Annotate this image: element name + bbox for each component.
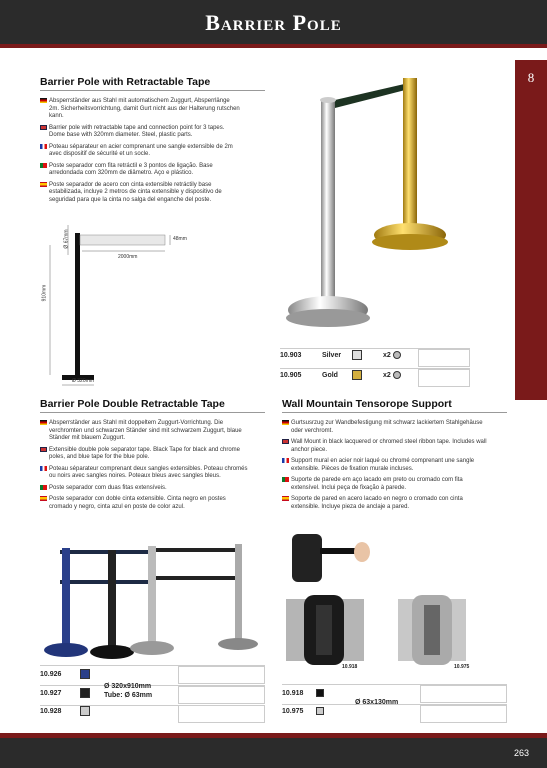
flag-pt-icon <box>40 485 47 490</box>
flag-pt-icon <box>40 163 47 168</box>
section2-description <box>40 420 250 515</box>
dim-tape-h: Ø 67mm <box>63 229 70 249</box>
img-label-chrome: 10.975 <box>454 664 470 670</box>
flag-de-icon <box>40 420 47 425</box>
dim-tape: 48mm <box>173 236 187 242</box>
section-number: 8 <box>527 70 535 85</box>
section2-spec-tube: Tube: Ø 63mm <box>104 692 153 699</box>
section2-spec-size: Ø 320x910mm <box>104 683 152 690</box>
flag-es-icon <box>40 182 47 187</box>
table-row: 10.975 <box>282 706 382 718</box>
flag-uk-icon <box>40 447 47 452</box>
section3-title: Wall Mountain Tensorope Support <box>282 398 452 410</box>
desc-de: Absperrständer aus Stahl mit doppeltem Zuggurt-Vorrichtung. Die verchromten und schwarzen Ständer sind mit schwarzem Zuggurt, blaue Ständer mit blauem Zuggurt. <box>40 420 250 443</box>
tape-icon <box>393 351 401 359</box>
desc-uk: Barrier pole with retractable tape and connection point for 3 tapes. Dome base with 320mm diameter. Steel, plastic parts. <box>40 125 240 140</box>
desc-pt: Poste separador com fita retráctil e 3 pontos de ligação. Base arredondada com 320mm de diâmetro. Aço e plástico. <box>40 163 240 178</box>
desc-pt: Poste separador com duas fitas extensíveis. <box>40 485 250 493</box>
header-accent-bar <box>0 44 547 48</box>
price-box <box>178 666 265 684</box>
divider <box>40 412 265 413</box>
table-row: 10.927 <box>40 688 140 700</box>
section3-spec: Ø 63x130mm <box>355 699 399 706</box>
table-row: 10.926 <box>40 669 140 681</box>
flag-es-icon <box>40 496 47 501</box>
pole-icon <box>80 669 90 679</box>
desc-de: Absperrständer aus Stahl mit automatischem Zuggurt, Absperrlänge 2m. Sicherheitsvorrichtung, damit Gurt nicht aus der Halterung rutschen kann. <box>40 98 240 121</box>
page-header <box>0 0 547 44</box>
section2-title: Barrier Pole Double Retractable Tape <box>40 398 225 410</box>
table-row: 10.918 <box>282 688 382 700</box>
wall-mount-black-photo <box>286 595 366 667</box>
desc-fr: Poteau séparateur comprenant deux sangles extensibles. Poteau chromés ou noirs avec sangles noires. Poteaux bleus avec sangles bleus. <box>40 466 250 481</box>
dim-length: 2000mm <box>118 254 138 260</box>
flag-fr-icon <box>40 466 47 471</box>
pole-icon <box>352 350 362 360</box>
desc-es: Poste separador con doble cinta extensible. Cinta negro en postes cromado y negro, cinta azul en poste de color azul. <box>40 496 250 511</box>
technical-drawing <box>40 225 210 390</box>
section1-title: Barrier Pole with Retractable Tape <box>40 76 211 88</box>
img-label-black: 10.918 <box>342 664 358 670</box>
desc-uk: Wall Mount in black lacquered or chromed steel ribbon tape. Includes wall anchor piece. <box>282 439 492 454</box>
color-swatch-icon <box>316 707 324 715</box>
desc-pt: Suporte de parede em aço lacado em preto ou cromado com fita extensível. Inclui peça de fixação à parede. <box>282 477 492 492</box>
price-box <box>178 686 265 704</box>
desc-fr: Support mural en acier noir laqué ou chromé comprenant une sangle extensible. Pièces de fixation murale incluses. <box>282 458 492 473</box>
pole-icon <box>352 370 362 380</box>
flag-fr-icon <box>282 458 289 463</box>
flag-uk-icon <box>40 125 47 130</box>
flag-es-icon <box>282 496 289 501</box>
flag-de-icon <box>40 98 47 103</box>
price-box <box>420 705 507 723</box>
pole-icon <box>80 688 90 698</box>
price-box <box>418 369 470 387</box>
table-row: 10.903 Silver x2 <box>280 350 470 362</box>
wall-mount-in-use-photo <box>290 530 380 590</box>
color-swatch-icon <box>316 689 324 697</box>
dim-base: Ø 320mm <box>72 378 94 384</box>
dim-height: 910mm <box>41 284 48 302</box>
desc-de: Gurtsusrzug zur Wandbefestigung mit schwarz lackiertem Stahlgehäuse oder verchromt. <box>282 420 492 435</box>
page-number: 263 <box>513 748 529 758</box>
desc-es: Soporte de pared en acero lacado en negro o cromado con cinta extensible. Incluye pieza de anclaje a pared. <box>282 496 492 511</box>
table-row: 10.905 Gold x2 <box>280 370 470 382</box>
wall-mount-chrome-photo <box>398 595 468 667</box>
divider <box>40 90 265 91</box>
section3-description <box>282 420 492 515</box>
price-box <box>418 349 470 367</box>
desc-es: Poste separador de acero con cinta extensible retráctily base estabilizada, incluye 2 metros de cinta extensible y dispositivo de seguridad para que la cinta no salga del enganche del poste. <box>40 182 240 205</box>
price-box <box>420 685 507 703</box>
desc-fr: Poteau séparateur en acier comprenant une sangle extensible de 2m avec dispositif de sécurité et un socle. <box>40 144 240 159</box>
flag-fr-icon <box>40 144 47 149</box>
table-row: 10.928 <box>40 706 140 718</box>
price-box <box>178 705 265 723</box>
side-tab <box>515 60 547 400</box>
page-footer <box>0 738 547 768</box>
divider <box>282 412 507 413</box>
section1-description <box>40 98 240 208</box>
flag-uk-icon <box>282 439 289 444</box>
page-title: Barrier Pole <box>205 10 342 35</box>
pole-icon <box>80 706 90 716</box>
tape-icon <box>393 371 401 379</box>
flag-pt-icon <box>282 477 289 482</box>
flag-de-icon <box>282 420 289 425</box>
desc-uk: Extensible double pole separator tape. Black Tape for black and chrome poles, and blue tape for the blue pole. <box>40 447 250 462</box>
double-poles-photo <box>40 540 265 665</box>
barrier-poles-photo <box>285 70 485 340</box>
